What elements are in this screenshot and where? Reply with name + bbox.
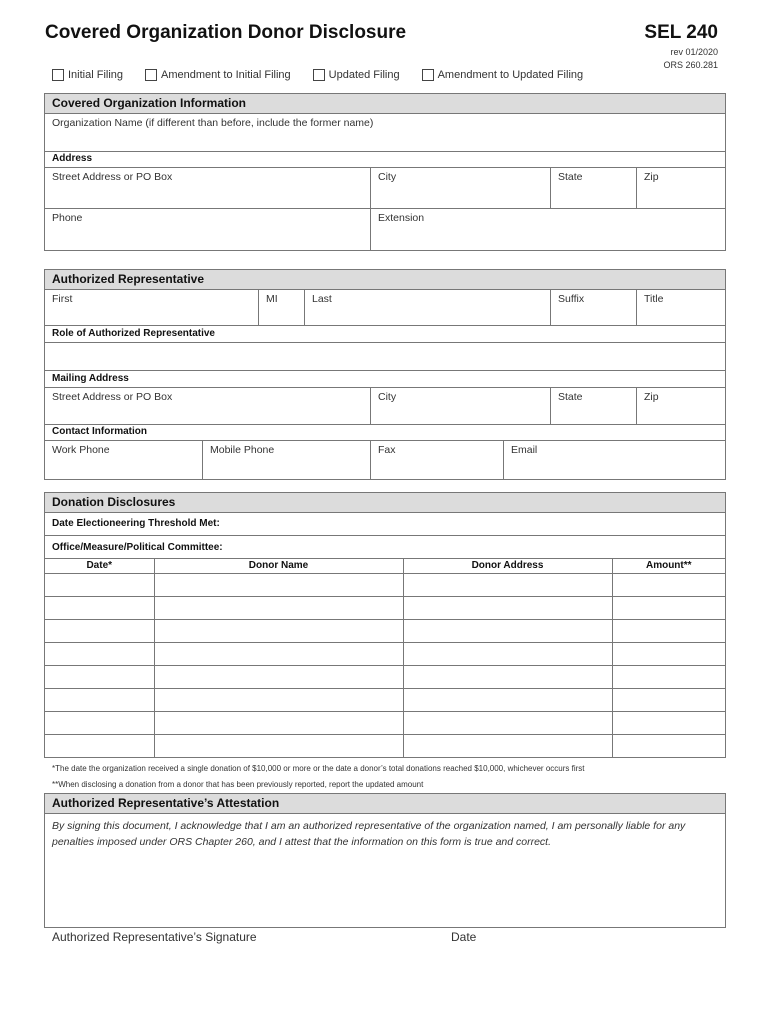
org-phone-field[interactable]: Phone: [45, 209, 371, 250]
date-label: Date: [451, 930, 477, 944]
donor-address-cell[interactable]: [403, 665, 612, 688]
date-cell[interactable]: [45, 665, 154, 688]
date-cell[interactable]: [45, 596, 154, 619]
rep-name-row: [45, 290, 725, 326]
table-row: [45, 734, 725, 757]
mailing-address-label: Mailing Address: [45, 371, 725, 388]
footnote-date: *The date the organization received a single donation of $10,000 or more or the date a donor’s total donations reached $10,000, whichever occurs first: [52, 764, 585, 773]
column-header-donor-address: Donor Address: [403, 559, 612, 573]
amount-cell[interactable]: [612, 688, 725, 711]
revision-date: rev 01/2020: [670, 47, 718, 57]
donor-name-cell[interactable]: [154, 619, 403, 642]
org-address-row: [45, 168, 725, 209]
org-name-row: [45, 114, 725, 152]
page-title: Covered Organization Donor Disclosure: [45, 22, 407, 43]
role-label: Role of Authorized Representative: [45, 326, 725, 343]
table-row: [45, 688, 725, 711]
filing-option-amendment-initial[interactable]: [145, 69, 291, 81]
filing-option-updated[interactable]: [313, 69, 400, 81]
rep-last-field[interactable]: Last: [305, 290, 551, 325]
filing-option-label: Initial Filing: [68, 69, 124, 81]
rep-role-row: [45, 343, 725, 371]
donor-name-cell[interactable]: [154, 688, 403, 711]
table-row: [45, 596, 725, 619]
table-row: [45, 573, 725, 596]
section-heading: Covered Organization Information: [45, 94, 725, 114]
donations-section: [44, 492, 726, 758]
amount-cell[interactable]: [612, 711, 725, 734]
filing-type-options: [52, 69, 605, 81]
rep-first-field[interactable]: First: [45, 290, 259, 325]
amount-cell[interactable]: [612, 734, 725, 757]
amount-cell[interactable]: [612, 596, 725, 619]
attestation-section: [44, 793, 726, 928]
donor-address-cell[interactable]: [403, 688, 612, 711]
date-cell[interactable]: [45, 711, 154, 734]
checkbox-updated-filing[interactable]: [313, 69, 325, 81]
amount-cell[interactable]: [612, 642, 725, 665]
donor-name-cell[interactable]: [154, 573, 403, 596]
rep-work-phone-field[interactable]: Work Phone: [45, 441, 203, 479]
rep-mobile-phone-field[interactable]: Mobile Phone: [203, 441, 371, 479]
checkbox-amendment-initial[interactable]: [145, 69, 157, 81]
date-cell[interactable]: [45, 619, 154, 642]
donations-table: [45, 559, 725, 757]
donor-name-cell[interactable]: [154, 596, 403, 619]
column-header-amount: Amount**: [612, 559, 725, 573]
checkbox-amendment-updated[interactable]: [422, 69, 434, 81]
rep-city-field[interactable]: City: [371, 388, 551, 424]
donor-address-cell[interactable]: [403, 619, 612, 642]
org-zip-field[interactable]: Zip: [644, 171, 659, 183]
table-row: [45, 619, 725, 642]
rep-email-field[interactable]: Email: [511, 444, 538, 456]
rep-zip-field[interactable]: Zip: [644, 391, 659, 403]
office-row: [45, 536, 725, 559]
statute-reference: ORS 260.281: [663, 60, 718, 70]
table-row: [45, 711, 725, 734]
org-info-section: [44, 93, 726, 251]
rep-state-field[interactable]: State: [551, 388, 637, 424]
filing-option-label: Updated Filing: [328, 69, 400, 81]
threshold-date-field[interactable]: Date Electioneering Threshold Met:: [52, 518, 220, 529]
rep-street-field[interactable]: Street Address or PO Box: [45, 388, 371, 424]
date-cell[interactable]: [45, 642, 154, 665]
checkbox-initial-filing[interactable]: [52, 69, 64, 81]
section-heading: Authorized Representative: [45, 270, 725, 290]
section-heading: Donation Disclosures: [45, 493, 725, 513]
org-extension-field[interactable]: Extension: [378, 212, 425, 224]
attestation-text: By signing this document, I acknowledge that I am an authorized representative of the organization named, I am personally liable for any penalties imposed under ORS Chapter 260, and I attest that the information on this form is true and correct.: [52, 820, 686, 848]
filing-option-amendment-updated[interactable]: [422, 69, 584, 81]
form-number: SEL 240: [644, 22, 718, 43]
org-phone-row: [45, 209, 725, 250]
section-heading: Authorized Representative’s Attestation: [45, 794, 725, 814]
donor-name-cell[interactable]: [154, 642, 403, 665]
amount-cell[interactable]: [612, 573, 725, 596]
donor-address-cell[interactable]: [403, 734, 612, 757]
org-city-field[interactable]: City: [371, 168, 551, 208]
office-measure-field[interactable]: Office/Measure/Political Committee:: [52, 542, 223, 553]
donor-address-cell[interactable]: [403, 711, 612, 734]
column-header-date: Date*: [45, 559, 154, 573]
contact-info-label: Contact Information: [45, 425, 725, 441]
amount-cell[interactable]: [612, 665, 725, 688]
rep-title-field[interactable]: Title: [644, 293, 664, 305]
rep-fax-field[interactable]: Fax: [371, 441, 504, 479]
org-street-field[interactable]: Street Address or PO Box: [45, 168, 371, 208]
threshold-row: [45, 513, 725, 536]
filing-option-initial[interactable]: [52, 69, 123, 81]
date-cell[interactable]: [45, 573, 154, 596]
column-header-donor-name: Donor Name: [154, 559, 403, 573]
org-state-field[interactable]: State: [551, 168, 637, 208]
auth-rep-section: [44, 269, 726, 480]
donor-address-cell[interactable]: [403, 596, 612, 619]
rep-contact-row: [45, 441, 725, 479]
org-name-field[interactable]: Organization Name (if different than before, include the former name): [52, 117, 374, 129]
date-cell[interactable]: [45, 734, 154, 757]
donor-address-cell[interactable]: [403, 642, 612, 665]
rep-role-field[interactable]: [45, 343, 725, 370]
address-label: Address: [45, 152, 725, 168]
signature-label: Authorized Representative’s Signature: [52, 930, 257, 944]
rep-mi-field[interactable]: MI: [259, 290, 305, 325]
filing-option-label: Amendment to Updated Filing: [437, 69, 584, 81]
rep-suffix-field[interactable]: Suffix: [551, 290, 637, 325]
filing-option-label: Amendment to Initial Filing: [161, 69, 291, 81]
donor-name-cell[interactable]: [154, 734, 403, 757]
amount-cell[interactable]: [612, 619, 725, 642]
rep-address-row: [45, 388, 725, 425]
footnote-amount: **When disclosing a donation from a donor that has been previously reported, report the updated amount: [52, 780, 424, 789]
donor-name-cell[interactable]: [154, 665, 403, 688]
table-header-row: [45, 559, 725, 573]
revision-info: [663, 46, 718, 72]
table-row: [45, 665, 725, 688]
table-row: [45, 642, 725, 665]
donor-name-cell[interactable]: [154, 711, 403, 734]
date-cell[interactable]: [45, 688, 154, 711]
donor-address-cell[interactable]: [403, 573, 612, 596]
